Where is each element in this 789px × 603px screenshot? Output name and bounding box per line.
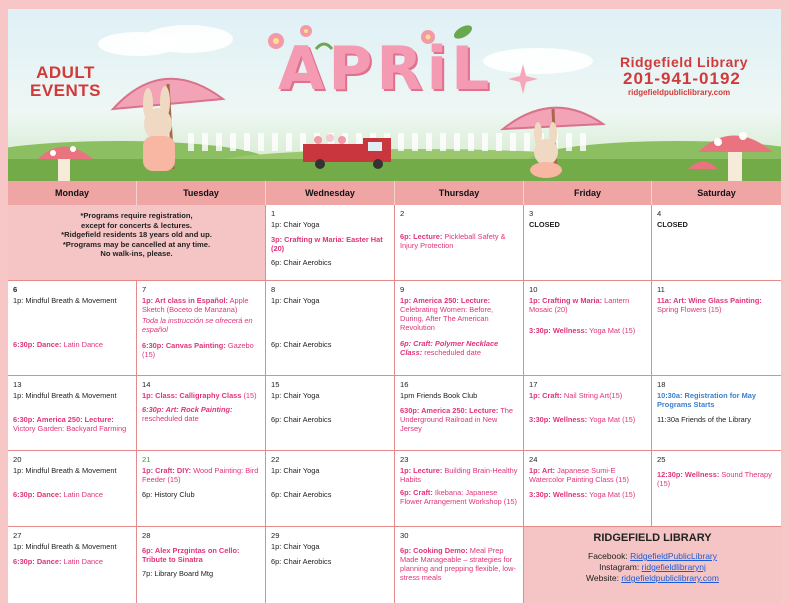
weekday-header: Saturday	[652, 181, 781, 205]
mushroom-illustration	[33, 139, 113, 181]
day-cell: 30 6p: Cooking Demo: Meal Prep Made Manageable – strategies for planning and prepping flexible, low-stress meals	[395, 527, 524, 603]
day-cell: 4 CLOSED	[652, 205, 781, 281]
month-title: APRiL	[278, 34, 494, 104]
day-cell: 1 1p: Chair Yoga 3p: Crafting w Maria: Easter Hat (20) 6p: Chair Aerobics	[266, 205, 395, 281]
instagram-link[interactable]: ridgefieldlibrarynj	[641, 562, 706, 572]
day-cell: 6 1p: Mindful Breath & Movement 6:30p: Dance: Latin Dance	[8, 281, 137, 376]
library-info-title: RIDGEFIELD LIBRARY	[593, 532, 712, 544]
truck-illustration	[298, 134, 408, 169]
april-banner	[8, 9, 781, 181]
day-cell: 10 1p: Crafting w Maria: Lantern Mosaic (20) 3:30p: Wellness: Yoga Mat (15)	[524, 281, 652, 376]
day-cell: 11 11a: Art: Wine Glass Painting: Spring Flowers (15)	[652, 281, 781, 376]
facebook-line: Facebook: RidgefieldPublicLibrary	[588, 551, 717, 561]
weekday-header: Tuesday	[137, 181, 266, 205]
banner-phone: 201-941-0192	[623, 69, 741, 88]
facebook-link[interactable]: RidgefieldPublicLibrary	[630, 551, 717, 561]
weekday-header: Wednesday	[266, 181, 395, 205]
cloud-icon	[98, 19, 238, 59]
day-cell: 7 1p: Art class in Español: Apple Sketch (Boceto de Manzana) Toda la instrucción se ofrecerá en español 6:30p: Canvas Painting: Gazebo (15)	[137, 281, 266, 376]
banner-library-name: Ridgefield Library	[620, 54, 749, 70]
instagram-line: Instagram: ridgefieldlibrarynj	[599, 562, 706, 572]
day-cell: 14 1p: Class: Calligraphy Class (15) 6:30p: Art: Rock Painting: rescheduled date	[137, 376, 266, 451]
day-cell: 29 1p: Chair Yoga 6p: Chair Aerobics	[266, 527, 395, 603]
day-cell: 8 1p: Chair Yoga 6p: Chair Aerobics	[266, 281, 395, 376]
bunny-umbrella-illustration	[103, 64, 243, 179]
day-cell: 25 12:30p: Wellness: Sound Therapy (15)	[652, 451, 781, 527]
mushroom-illustration	[688, 124, 781, 181]
website-line: Website: ridgefieldpubliclibrary.com	[586, 573, 719, 583]
day-cell: 24 1p: Art: Japanese Sumi-E Watercolor Painting Class (15) 3:30p: Wellness: Yoga Mat (15)	[524, 451, 652, 527]
weekday-header: Monday	[8, 181, 137, 205]
weekday-header: Thursday	[395, 181, 524, 205]
day-cell: 18 10:30a: Registration for May Programs Starts 11:30a Friends of the Library	[652, 376, 781, 451]
day-cell: 15 1p: Chair Yoga 6p: Chair Aerobics	[266, 376, 395, 451]
day-cell: 27 1p: Mindful Breath & Movement 6:30p: Dance: Latin Dance	[8, 527, 137, 603]
bunny-umbrella-illustration	[498, 94, 608, 179]
cloud-icon	[478, 39, 618, 79]
day-cell: 28 6p: Alex Przgintas on Cello: Tribute to Sinatra 7p: Library Board Mtg	[137, 527, 266, 603]
day-cell: 16 1pm Friends Book Club 630p: America 250: Lecture: The Underground Railroad in New Jersey	[395, 376, 524, 451]
day-cell: 2 6p: Lecture: Pickleball Safety & Injury Protection	[395, 205, 524, 281]
day-cell: 13 1p: Mindful Breath & Movement 6:30p: America 250: Lecture: Victory Garden: Backyard Farming	[8, 376, 137, 451]
adult-events-title: ADULT EVENTS	[30, 63, 102, 100]
day-cell: 23 1p: Lecture: Building Brain-Healthy Habits 6p: Craft: Ikebana: Japanese Flower Arrangement Workshop (15)	[395, 451, 524, 527]
banner-url: ridgefieldpubliclibrary.com	[628, 88, 731, 97]
day-cell: 9 1p: America 250: Lecture: Celebrating Women: Before, During, After The American Revolution 6p: Craft: Polymer Necklace Class: rescheduled date	[395, 281, 524, 376]
day-cell: 20 1p: Mindful Breath & Movement 6:30p: Dance: Latin Dance	[8, 451, 137, 527]
day-cell: 22 1p: Chair Yoga 6p: Chair Aerobics	[266, 451, 395, 527]
program-notes: *Programs require registration, except for concerts & lectures. *Ridgefield residents 18 years old and up. *Programs may be cancelled at any time. No walk-ins, please.	[8, 205, 266, 281]
sparkle-icon	[508, 64, 538, 94]
day-cell: 17 1p: Craft: Nail String Art(15) 3:30p: Wellness: Yoga Mat (15)	[524, 376, 652, 451]
day-cell: 3 CLOSED	[524, 205, 652, 281]
day-cell: 21 1p: Craft: DIY: Wood Painting: Bird Feeder (15) 6p: History Club	[137, 451, 266, 527]
calendar-grid	[8, 181, 781, 603]
library-info-box	[524, 527, 781, 603]
weekday-header: Friday	[524, 181, 652, 205]
website-link[interactable]: ridgefieldpubliclibrary.com	[621, 573, 719, 583]
calendar-page	[8, 9, 781, 603]
